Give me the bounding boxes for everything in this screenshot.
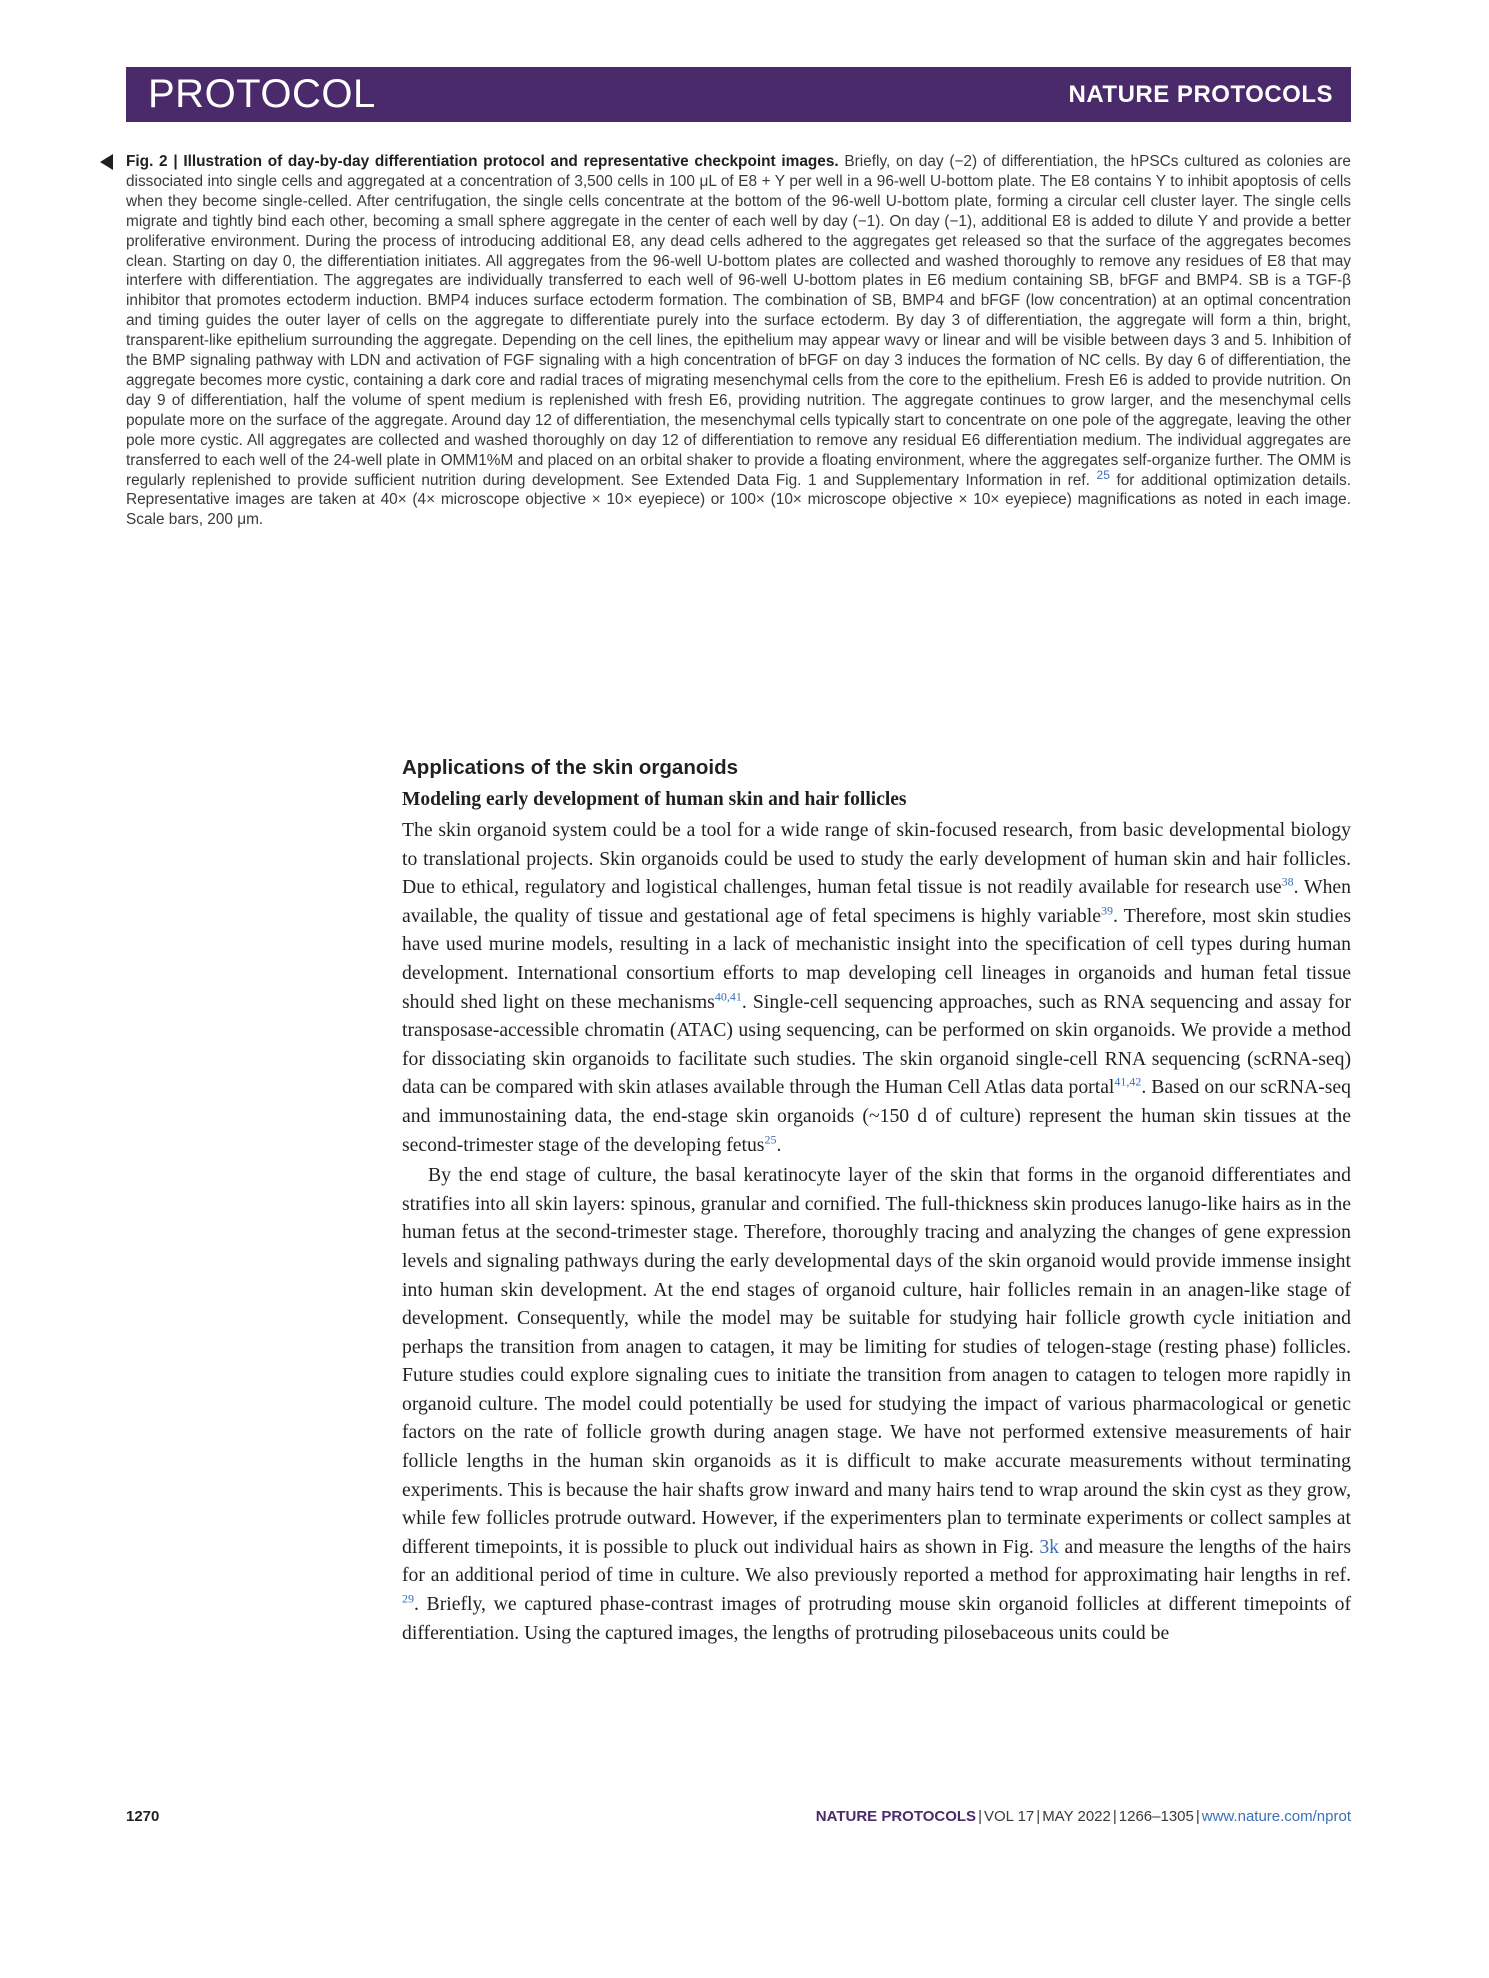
figure-link[interactable]: 3k bbox=[1039, 1535, 1060, 1558]
page-number: 1270 bbox=[126, 1808, 160, 1825]
figure-caption bbox=[126, 152, 1351, 530]
footer-separator: | bbox=[1112, 1808, 1117, 1825]
paragraph-text: . bbox=[776, 1133, 782, 1156]
article-type-label: PROTOCOL bbox=[148, 72, 376, 116]
running-header bbox=[126, 67, 1351, 122]
journal-name-header: NATURE PROTOCOLS bbox=[1068, 80, 1333, 108]
citation-footer bbox=[816, 1808, 1351, 1825]
paragraph-text: . Single-cell sequencing approaches, such as RNA sequencing and assay for transposase-accessible chromatin (ATAC) using sequencing, can be performed on skin organoids. We provide a method for dissociating skin organoids to facilitate such studies. The skin organoid single-cell RNA sequencing (scRNA-seq) data can be compared with skin atlases available through the Human Cell Atlas data portal bbox=[402, 990, 1351, 1099]
page-footer bbox=[126, 1808, 1351, 1825]
paragraph-1 bbox=[402, 816, 1351, 1159]
paragraph-text: . Based on our scRNA-seq and immunostaining data, the end-stage skin organoids (~150 d of culture) represent the human skin tissues at the second-trimester stage of the developing fetus bbox=[402, 1076, 1351, 1156]
caption-text-end: for additional optimization details. Representative images are taken at 40× (4× microscope objective × 10× eyepiece) or 100× (10× microscope objective × 10× eyepiece) magnifications as noted in each image. Scale bars, 200 μm. bbox=[126, 471, 1351, 529]
caption-reference[interactable]: 25 bbox=[1096, 467, 1110, 482]
footer-separator: | bbox=[978, 1808, 982, 1825]
footer-separator: | bbox=[1036, 1808, 1041, 1825]
citation-link[interactable]: 39 bbox=[1100, 903, 1113, 918]
paragraph-text: The skin organoid system could be a tool for a wide range of skin-focused research, from basic developmental biology to translational projects. Skin organoids could be used to study the early development of human skin and hair follicles. Due to ethical, regulatory and logistical challenges, human fetal tissue is not readily available for research use bbox=[402, 819, 1351, 899]
citation-link[interactable]: 29 bbox=[402, 1591, 414, 1606]
citation-link[interactable]: 40,41 bbox=[714, 989, 742, 1003]
section-heading: Applications of the skin organoids bbox=[402, 756, 738, 779]
caption-text: Briefly, on day (−2) of differentiation, the hPSCs cultured as colonies are dissociated into single cells and aggregated at a concentration of 3,500 cells in 100 μL of E8 + Y per well in a 96-well U-bottom plate. The E8 contains Y to inhibit apoptosis of cells when they become single-celled. After centrifugation, the single cells concentrate at the bottom of the 96-well U-bottom plate, forming a circular cell cluster layer. The single cells migrate and tightly bind each other, becoming a small sphere aggregate in the center of each well by day (−1). On day (−1), additional E8 is added to dilute Y and provide a better proliferative environment. During the process of introducing additional E8, any dead cells adhered to the aggregates get released so that the surface of the aggregates becomes clean. Starting on day 0, the differentiation initiates. All aggregates from the 96-well U-bottom plates are collected and washed thoroughly to remove any residues of E8 that may interfere with differentiation. The aggregates are individually transferred to each well of 96-well U-bottom plates in E6 medium containing SB, bFGF and BMP4. SB is a TGF-β inhibitor that promotes ectoderm induction. BMP4 induces surface ectoderm formation. The combination of SB, BMP4 and bFGF (low concentration) at an optimal concentration and timing guides the outer layer of cells on the aggregate to differentiate purely into the surface ectoderm. By day 3 of differentiation, the aggregate will form a thin, bright, transparent-like epithelium surrounding the aggregate. Depending on the cell lines, the epithelium may appear wavy or linear and will be visible between days 3 and 5. Inhibition of the BMP signaling pathway with LDN and activation of FGF signaling with a high concentration of bFGF on day 3 induces the formation of NC cells. By day 6 of differentiation, the aggregate becomes more cystic, containing a dark core and radial traces of migrating mesenchymal cells from the core to the epithelium. Fresh E6 is added to provide nutrition. On day 9 of differentiation, half the volume of spent medium is replenished with fresh E6, providing nutrition. The aggregate continues to grow larger, and the mesenchymal cells populate more on the surface of the aggregate. Around day 12 of differentiation, the mesenchymal cells typically start to concentrate on one pole of the aggregate, leaving the other pole more cystic. All aggregates are collected and washed thoroughly on day 12 of differentiation to remove any residual E6 differentiation medium. The individual aggregates are transferred to each well of the 24-well plate in OMM1%M and placed on an orbital shaker to provide a floating environment, where the aggregates self-organize further. The OMM is regularly replenished to provide sufficient nutrition during development. See Extended Data Fig. 1 and Supplementary Information in ref. bbox=[126, 153, 1351, 489]
footer-volume: VOL 17 bbox=[983, 1808, 1035, 1825]
footer-pages: 1266–1305 bbox=[1118, 1808, 1194, 1825]
citation-link[interactable]: 38 bbox=[1281, 874, 1294, 889]
article-body bbox=[402, 754, 1351, 1647]
subsection-heading: Modeling early development of human skin and hair follicles bbox=[402, 789, 907, 810]
paragraph-text: . When available, the quality of tissue and gestational age of fetal specimens is highly variable bbox=[402, 876, 1351, 927]
paragraph-2 bbox=[402, 1161, 1351, 1647]
paragraph-text: By the end stage of culture, the basal keratinocyte layer of the skin that forms in the organoid differentiates and stratifies into all skin layers: spinous, granular and cornified. The full-thickness skin produces lanugo-like hairs as in the human fetus at the second-trimester stage. Therefore, thoroughly tracing and analyzing the changes of gene expression levels and signaling pathways during the early developmental days of the skin organoid would provide immense insight into human skin development. At the end stages of organoid culture, hair follicles remain in an anagen-like stage of development. Consequently, while the model may be suitable for studying hair follicle growth cycle initiation and perhaps the transition from anagen to catagen, it may be limiting for studies of telogen-stage (resting phase) follicles. Future studies could explore signaling cues to initiate the transition from anagen to catagen to telogen more rapidly in organoid culture. The model could potentially be used for studying the impact of various pharmacological or genetic factors on the rate of follicle growth during anagen stage. We have not performed extensive measurements of hair follicle lengths in the human skin organoids as it is difficult to make accurate measurements without terminating experiments. This is because the hair shafts grow inward and many hairs tend to wrap around the skin cyst as they grow, while few follicles protrude outward. However, if the experimenters plan to terminate experiments or collect samples at different timepoints, it is possible to pluck out individual hairs as shown in Fig. bbox=[402, 1164, 1351, 1558]
caption-pointer-icon bbox=[100, 154, 113, 170]
citation-link[interactable]: 25 bbox=[764, 1131, 777, 1146]
paragraph-text: . Therefore, most skin studies have used murine models, resulting in a lack of mechanistic insight into the specification of cell types during human development. International consortium efforts to map developing cell lineages in organoids and human fetal tissue should shed light on these mechanisms bbox=[402, 904, 1351, 1013]
footer-journal-name: NATURE PROTOCOLS bbox=[815, 1808, 977, 1825]
caption-label: Fig. 2 | Illustration of day-by-day differentiation protocol and representative checkpoint images. bbox=[126, 153, 839, 170]
footer-url-link[interactable]: www.nature.com/nprot bbox=[1201, 1808, 1351, 1825]
footer-date: MAY 2022 bbox=[1042, 1808, 1111, 1825]
citation-link[interactable]: 41,42 bbox=[1114, 1074, 1142, 1089]
paragraph-text: . Briefly, we captured phase-contrast images of protruding mouse skin organoid follicles at different timepoints of differentiation. Using the captured images, the lengths of protruding pilosebaceous units could be bbox=[402, 1593, 1351, 1644]
footer-separator: | bbox=[1195, 1808, 1200, 1825]
paragraph-text: and measure the lengths of the hairs for an additional period of time in culture. We also previously reported a method for approximating hair lengths in ref. bbox=[402, 1535, 1351, 1587]
